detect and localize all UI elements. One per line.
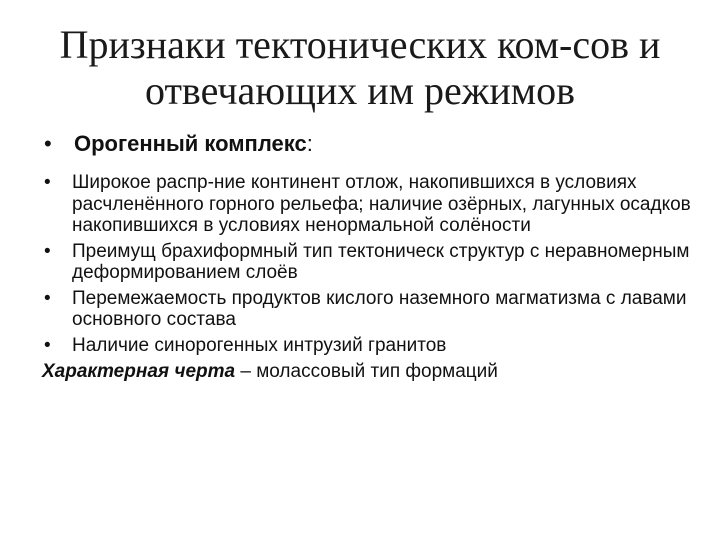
slide-title-line-2: отвечающих им режимов: [144, 68, 576, 113]
list-item: [42, 288, 692, 331]
conclusion-text: молассовый тип формаций: [256, 361, 498, 382]
bullet-icon: •: [44, 334, 51, 356]
list-item-text: Широкое распр-ние континент отлож, накопившихся в условиях расчленённого горного рельефа; наличие озёрных, лагунных осадков накопившихся в условиях ненормальной солёности: [72, 172, 691, 236]
list-item: [42, 172, 692, 237]
list-item: [42, 241, 692, 284]
slide-title-line-1: Признаки тектонических ком-сов и: [59, 22, 661, 67]
conclusion-dash: –: [235, 361, 257, 382]
slide-body: [42, 130, 692, 384]
section-heading-label: Орогенный комплекс: [74, 131, 307, 156]
bullet-icon: •: [44, 131, 52, 156]
section-heading-colon: :: [306, 131, 313, 156]
list-item-text: Наличие синорогенных интрузий гранитов: [72, 334, 447, 356]
list-item-text: Перемежаемость продуктов кислого наземного магматизма с лавами основного состава: [72, 287, 687, 330]
bullet-icon: •: [44, 287, 51, 309]
section-heading: [42, 130, 692, 158]
conclusion-emphasis: Характерная черта: [42, 361, 236, 382]
bullet-icon: •: [44, 172, 51, 193]
list-item: [42, 335, 692, 357]
list-item-text: Преимущ брахиформный тип тектоническ структур с неравномерным деформированием слоёв: [72, 240, 690, 283]
slide-title: [40, 22, 680, 114]
conclusion-line: [42, 360, 692, 384]
bullet-icon: •: [44, 240, 51, 262]
bullet-list: [42, 172, 692, 356]
